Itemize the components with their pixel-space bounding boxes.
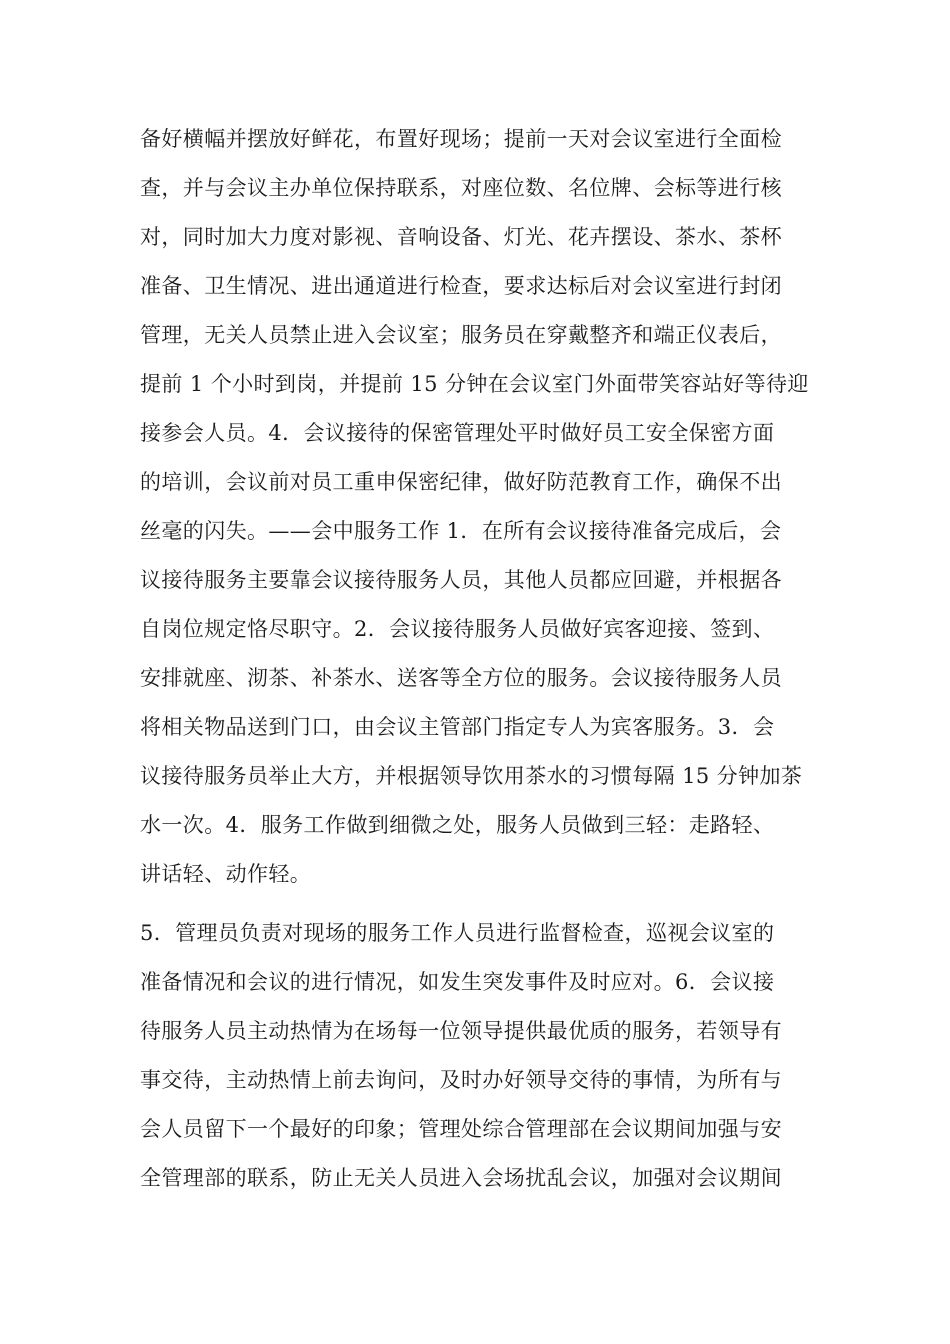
text-line: 将相关物品送到门口，由会议主管部门指定专人为宾客服务。3．会 [140, 715, 775, 739]
text-line: 待服务人员主动热情为在场每一位领导提供最优质的服务，若领导有 [140, 1019, 782, 1043]
text-line: 准备情况和会议的进行情况，如发生突发事件及时应对。6．会议接 [140, 970, 775, 994]
text-line: 全管理部的联系，防止无关人员进入会场扰乱会议，加强对会议期间 [140, 1166, 782, 1190]
text-line: 管理，无关人员禁止进入会议室；服务员在穿戴整齐和端正仪表后， [140, 323, 782, 347]
text-line: 5．管理员负责对现场的服务工作人员进行监督检查，巡视会议室的 [140, 921, 775, 945]
text-line: 议接待服务主要靠会议接待服务人员，其他人员都应回避，并根据各 [140, 568, 782, 592]
text-line: 讲话轻、动作轻。 [140, 862, 312, 886]
text-line: 自岗位规定恪尽职守。2．会议接待服务人员做好宾客迎接、签到、 [140, 617, 775, 641]
text-line: 安排就座、沏茶、补茶水、送客等全方位的服务。会议接待服务人员 [140, 666, 782, 690]
text-line: 接参会人员。4．会议接待的保密管理处平时做好员工安全保密方面 [140, 421, 775, 445]
text-line: 议接待服务员举止大方，并根据领导饮用茶水的习惯每隔 15 分钟加茶 [140, 764, 803, 788]
text-line: 对，同时加大力度对影视、音响设备、灯光、花卉摆设、茶水、茶杯 [140, 225, 782, 249]
text-line: 丝毫的闪失。——会中服务工作 1．在所有会议接待准备完成后，会 [140, 519, 782, 543]
text-line: 的培训，会议前对员工重申保密纪律，做好防范教育工作，确保不出 [140, 470, 782, 494]
text-line: 事交待，主动热情上前去询问，及时办好领导交待的事情，为所有与 [140, 1068, 782, 1092]
paragraph-1 [140, 115, 820, 899]
paragraph-2 [140, 909, 820, 1203]
text-line: 水一次。4．服务工作做到细微之处，服务人员做到三轻：走路轻、 [140, 813, 775, 837]
text-line: 查，并与会议主办单位保持联系，对座位数、名位牌、会标等进行核 [140, 176, 782, 200]
text-line: 备好横幅并摆放好鲜花，布置好现场；提前一天对会议室进行全面检 [140, 127, 782, 151]
text-line: 提前 1 个小时到岗，并提前 15 分钟在会议室门外面带笑容站好等待迎 [140, 372, 809, 396]
text-line: 会人员留下一个最好的印象；管理处综合管理部在会议期间加强与安 [140, 1117, 782, 1141]
text-line: 准备、卫生情况、进出通道进行检查，要求达标后对会议室进行封闭 [140, 274, 782, 298]
